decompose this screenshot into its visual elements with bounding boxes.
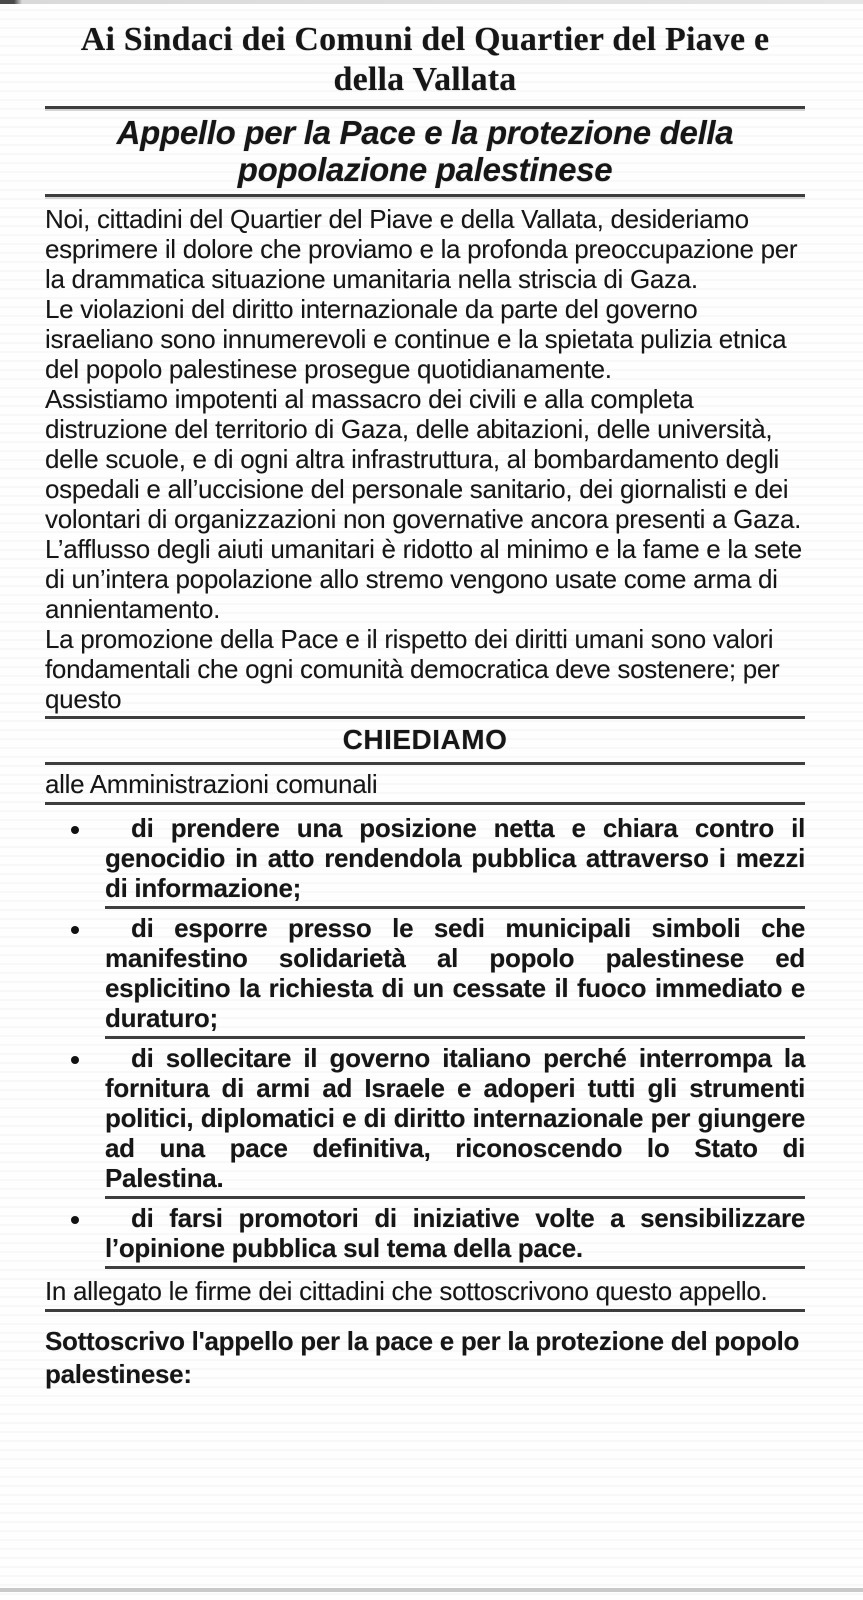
demand-text-awareness: di farsi promotori di iniziative volte a sensibilizzare l’opinione pubblica sul tema della pace. <box>105 1203 805 1269</box>
bottom-divider <box>0 1588 863 1592</box>
chiediamo-heading: CHIEDIAMO <box>45 719 805 765</box>
attachment-note: In allegato le firme dei cittadini che sottoscrivono questo appello. <box>45 1276 805 1312</box>
bullet-dot-icon <box>45 1203 105 1269</box>
demand-item <box>45 813 805 909</box>
title-divider <box>45 106 805 109</box>
appeal-body <box>45 197 805 719</box>
demand-list <box>45 805 805 1269</box>
bullet-dot-icon <box>45 1043 105 1199</box>
paragraph-peace-values: La promozione della Pace e il rispetto dei diritti umani sono valori fondamentali che ogni comunità democratica deve sostenere; per questo <box>45 624 805 719</box>
demand-text-public-position: di prendere una posizione netta e chiara contro il genocidio in atto rendendola pubblica attraverso i mezzi di informazione; <box>105 813 805 909</box>
demand-text-government: di sollecitare il governo italiano perché interrompa la fornitura di armi ad Israele e adoperi tutti gli strumenti politici, diplomatici e di diritto internazionale per giungere ad una pace definitiva, riconoscendo lo Stato di Palestina. <box>105 1043 805 1199</box>
bullet-dot-icon <box>45 913 105 1039</box>
bullet-dot-icon <box>45 813 105 909</box>
addressee-line: alle Amministrazioni comunali <box>45 765 805 805</box>
paragraph-aid: L’afflusso degli aiuti umanitari è ridotto al minimo e la fame e la sete di un’intera popolazione allo stremo vengono usate come arma di annientamento. <box>45 533 802 624</box>
page-title: Ai Sindaci dei Comuni del Quartier del Piave e della Vallata <box>80 21 770 99</box>
demand-item <box>45 913 805 1039</box>
appeal-subtitle: Appello per la Pace e la protezione della popolazione palestinese <box>116 114 734 188</box>
demand-item <box>45 1043 805 1199</box>
scan-top-edge-artifact <box>0 0 863 4</box>
paragraph-violations: Le violazioni del diritto internazionale da parte del governo israeliano sono innumerevoli e continue e la spietata pulizia etnica del popolo palestinese prosegue quotidianamente. <box>45 293 787 384</box>
paragraph-intro: Noi, cittadini del Quartier del Piave e della Vallata, desideriamo esprimere il dolore che proviamo e la profonda preoccupazione per la drammatica situazione umanitaria nella striscia di Gaza. <box>45 203 798 294</box>
signature-prompt: Sottoscrivo l'appello per la pace e per la protezione del popolo palestinese: <box>45 1325 800 1389</box>
demand-text-symbols: di esporre presso le sedi municipali simboli che manifestino solidarietà al popolo palestinese ed esplicitino la richiesta di un cessate il fuoco immediato e duraturo; <box>105 913 805 1039</box>
paragraph-destruction: Assistiamo impotenti al massacro dei civili e alla completa distruzione del territorio di Gaza, delle abitazioni, delle università, delle scuole, e di ogni altra infrastruttura, al bombardamento degli ospedali e all’uccisione del personale sanitario, dei giornalisti e dei volontari di organizzazioni non governative ancora presenti a Gaza. <box>45 383 802 534</box>
demand-item <box>45 1203 805 1269</box>
